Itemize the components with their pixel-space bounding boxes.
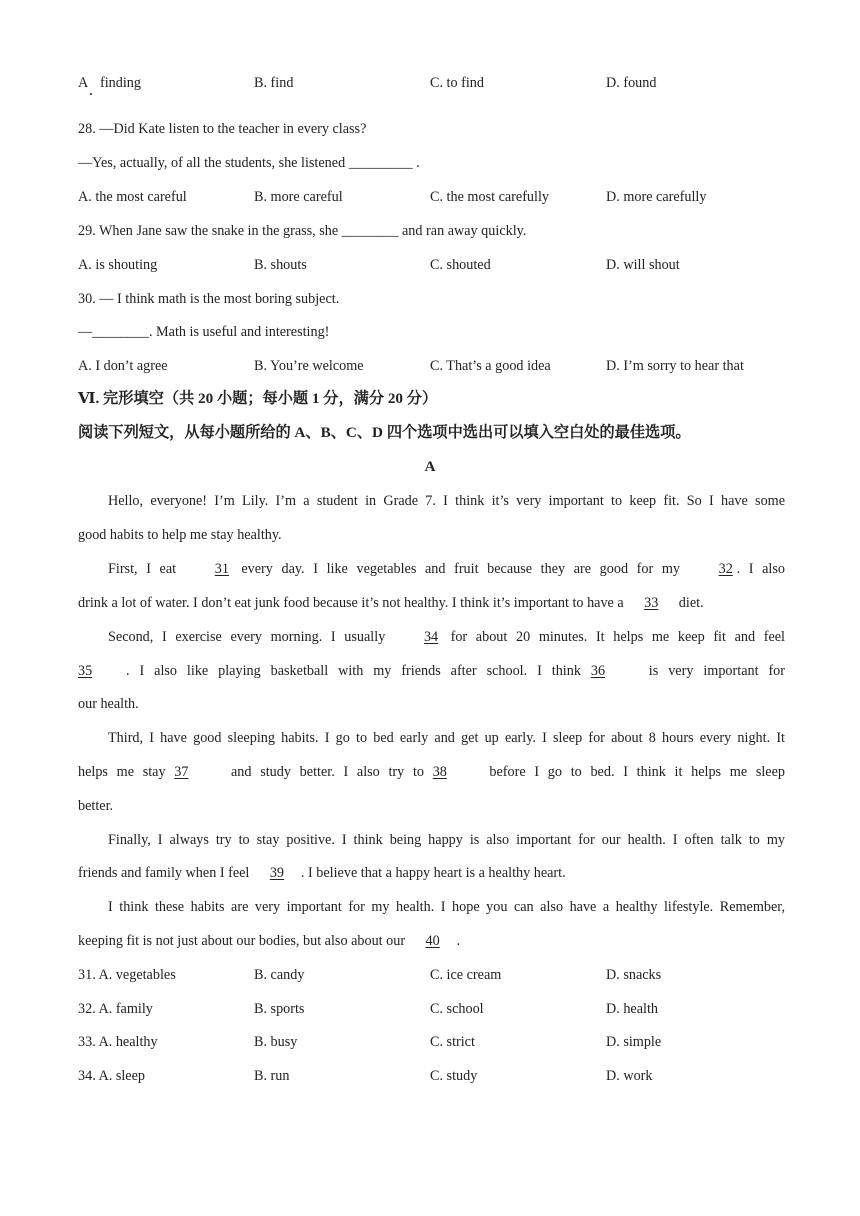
text-segment: friends and family when I feel [78, 865, 253, 881]
passage-p6-line1: I think these habits are very important for my health. I hope you can also have a healthy lifestyle. Remember, [108, 899, 785, 915]
q29-option-c: C. shouted [430, 257, 491, 273]
passage-p3-line1 [78, 628, 785, 646]
q30-stem: 30. — I think math is the most boring subject. [78, 291, 340, 307]
q28-reply: —Yes, actually, of all the students, she listened _________ . [78, 155, 420, 171]
section-instruction: 阅读下列短文，从每小题所给的 A、B、C、D 四个选项中选出可以填入空白处的最佳选项。 [78, 424, 691, 441]
text-segment: . I also [736, 561, 785, 577]
text-segment: is very important for [638, 663, 786, 679]
q33-option-b: B. busy [254, 1034, 298, 1050]
q28-option-c: C. the most carefully [430, 189, 549, 205]
blank-33: 33 [644, 595, 659, 611]
text-segment: keeping fit is not just about our bodies, but also about our [78, 933, 409, 949]
blank-36: 36 [590, 663, 606, 679]
q27-option-a-text: finding [100, 75, 141, 91]
q32-option-a: 32. A. family [78, 1001, 153, 1017]
passage-p4-line2 [78, 763, 785, 781]
blank-39: 39 [269, 865, 285, 881]
passage-p4-line1: Third, I have good sleeping habits. I go to bed early and get up early. I sleep for about 8 hours every night. It [108, 730, 785, 746]
passage-p6-line2 [78, 932, 460, 950]
q27-option-c: C. to find [430, 75, 484, 91]
q30-reply: —________. Math is useful and interesting! [78, 324, 330, 340]
q30-option-c: C. That’s a good idea [430, 358, 551, 374]
q31-option-d: D. snacks [606, 967, 662, 983]
blank-38: 38 [432, 764, 447, 780]
q33-option-d: D. simple [606, 1034, 662, 1050]
q30-option-d: D. I’m sorry to hear that [606, 358, 744, 374]
q31-option-c: C. ice cream [430, 967, 502, 983]
q34-option-c: C. study [430, 1068, 478, 1084]
passage-p1-line2: good habits to help me stay healthy. [78, 527, 282, 543]
q27-option-b: B. find [254, 75, 294, 91]
q31-option-a: 31. A. vegetables [78, 967, 176, 983]
q32-option-c: C. school [430, 1001, 484, 1017]
passage-p4-line3: better. [78, 798, 114, 814]
q34-option-b: B. run [254, 1068, 290, 1084]
q32-option-d: D. health [606, 1001, 659, 1017]
passage-p1-line1: Hello, everyone! I’m Lily. I’m a student in Grade 7. I think it’s very important to keep fit. So I have some [108, 493, 785, 509]
q30-option-b: B. You’re welcome [254, 358, 364, 374]
passage-p2-line2 [78, 594, 704, 612]
q28-stem: 28. —Did Kate listen to the teacher in every class? [78, 121, 367, 137]
q28-option-a: A. the most careful [78, 189, 187, 205]
q31-option-b: B. candy [254, 967, 305, 983]
blank-34: 34 [423, 629, 439, 645]
q32-option-b: B. sports [254, 1001, 305, 1017]
passage-p3-line2 [78, 662, 785, 680]
text-segment: . I also like playing basketball with my friends after school. I think [126, 663, 591, 679]
q29-option-a: A. is shouting [78, 257, 158, 273]
passage-p2-line1 [78, 560, 785, 578]
text-segment: . I believe that a happy heart is a healthy heart. [300, 865, 566, 881]
q34-option-a: 34. A. sleep [78, 1068, 145, 1084]
dot-mark [90, 93, 92, 95]
text-segment: every day. I like vegetables and fruit because they are good for my [232, 561, 689, 577]
q29-option-b: B. shouts [254, 257, 307, 273]
text-segment: Second, I exercise every morning. I usually [108, 629, 394, 645]
q27-option-a-letter: A [78, 75, 89, 91]
text-segment: First, I eat [108, 561, 185, 577]
section-heading: Ⅵ. 完形填空（共 20 小题；每小题 1 分，满分 20 分） [78, 390, 438, 407]
q29-stem: 29. When Jane saw the snake in the grass, she ________ and ran away quickly. [78, 223, 527, 239]
q28-option-d: D. more carefully [606, 189, 707, 205]
q30-option-a: A. I don’t agree [78, 358, 168, 374]
text-segment: drink a lot of water. I don’t eat junk food because it’s not healthy. I think it’s important to have a [78, 595, 628, 611]
passage-p5-line2 [78, 864, 566, 882]
text-segment: diet. [675, 595, 704, 611]
text-segment: for about 20 minutes. It helps me keep fit and feel [441, 629, 785, 645]
q29-option-d: D. will shout [606, 257, 680, 273]
passage-p3-line3: our health. [78, 696, 139, 712]
text-segment: and study better. I also try to [222, 764, 433, 780]
blank-31: 31 [214, 561, 229, 577]
text-segment: before I go to bed. I think it helps me sleep [480, 764, 785, 780]
q33-option-a: 33. A. healthy [78, 1034, 158, 1050]
q27-option-d: D. found [606, 75, 657, 91]
q28-option-b: B. more careful [254, 189, 343, 205]
text-segment: helps me stay [78, 764, 175, 780]
blank-32: 32 [718, 561, 733, 577]
blank-40: 40 [425, 933, 440, 949]
text-segment: . [456, 933, 461, 949]
blank-37: 37 [174, 764, 189, 780]
blank-35: 35 [78, 663, 93, 679]
q33-option-c: C. strict [430, 1034, 475, 1050]
q34-option-d: D. work [606, 1068, 653, 1084]
passage-p5-line1: Finally, I always try to stay positive. I think being happy is also important for our health. I often talk to my [108, 832, 785, 848]
passage-title: A [424, 458, 436, 475]
